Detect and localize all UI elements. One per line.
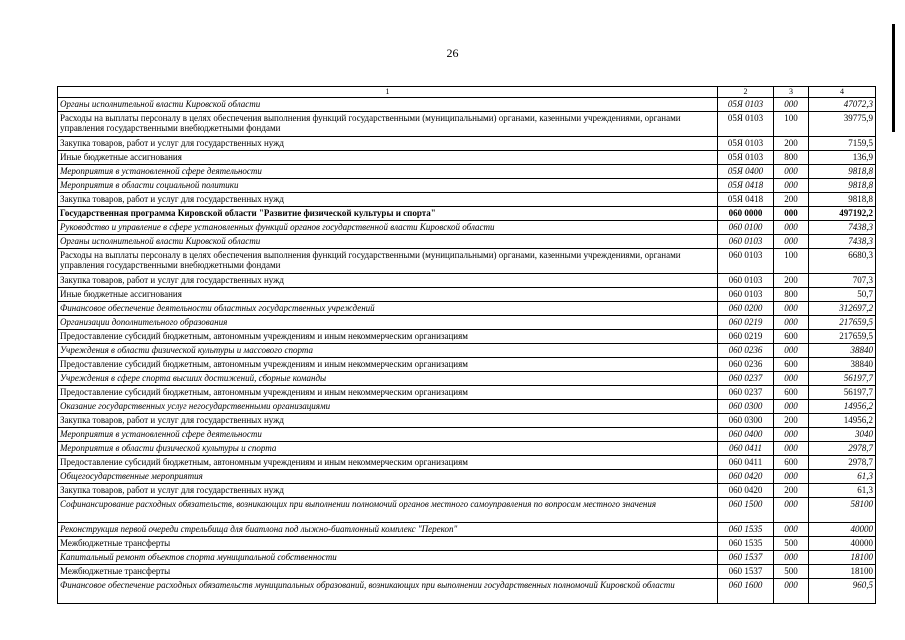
cell-name: Оказание государственных услуг негосударственными организациями [58,400,718,414]
table-row [58,442,876,456]
table-row [58,551,876,565]
cell-code: 05Я 0418 [718,179,774,193]
cell-name: Иные бюджетные ассигнования [58,288,718,302]
cell-sum: 38840 [809,358,876,372]
cell-subcode: 800 [774,151,809,165]
cell-subcode: 100 [774,112,809,137]
header-col-4: 4 [809,87,876,98]
cell-subcode: 000 [774,498,809,523]
cell-code: 060 0420 [718,484,774,498]
cell-code: 060 0236 [718,358,774,372]
cell-name: Предоставление субсидий бюджетным, автономным учреждениям и иным некоммерческим организациям [58,386,718,400]
scan-edge-mark [892,24,895,132]
cell-name: Финансовое обеспечение деятельности областных государственных учреждений [58,302,718,316]
cell-sum: 18100 [809,565,876,579]
cell-name: Предоставление субсидий бюджетным, автономным учреждениям и иным некоммерческим организациям [58,330,718,344]
table-row [58,288,876,302]
cell-code: 060 1600 [718,579,774,604]
cell-sum: 2978,7 [809,442,876,456]
cell-name: Расходы на выплаты персоналу в целях обеспечения выполнения функций государственными (муниципальными) органами, казенными учреждениями, органами управления государственными внебюджетными фондами [58,249,718,274]
table-row [58,523,876,537]
cell-subcode: 000 [774,442,809,456]
cell-name: Мероприятия в области социальной политики [58,179,718,193]
cell-name: Органы исполнительной власти Кировской области [58,98,718,112]
cell-subcode: 000 [774,428,809,442]
cell-subcode: 000 [774,316,809,330]
table-row [58,137,876,151]
cell-code: 060 0400 [718,428,774,442]
cell-sum: 39775,9 [809,112,876,137]
table-row [58,151,876,165]
cell-sum: 312697,2 [809,302,876,316]
cell-subcode: 000 [774,400,809,414]
cell-subcode: 000 [774,551,809,565]
table-row [58,372,876,386]
table-row [58,165,876,179]
cell-sum: 6680,3 [809,249,876,274]
table-row [58,456,876,470]
cell-code: 060 0219 [718,316,774,330]
cell-name: Руководство и управление в сфере установленных функций органов государственной власти Кировской области [58,221,718,235]
cell-sum: 40000 [809,523,876,537]
cell-code: 060 0411 [718,442,774,456]
cell-code: 060 1535 [718,523,774,537]
cell-sum: 7438,3 [809,235,876,249]
cell-sum: 50,7 [809,288,876,302]
cell-subcode: 000 [774,523,809,537]
cell-sum: 960,5 [809,579,876,604]
table-row [58,344,876,358]
cell-subcode: 000 [774,302,809,316]
cell-sum: 9818,8 [809,179,876,193]
table-row [58,316,876,330]
cell-code: 060 0103 [718,249,774,274]
table-row [58,565,876,579]
cell-name: Финансовое обеспечение расходных обязательств муниципальных образований, возникающих при выполнении государственных полномочий Кировской области [58,579,718,604]
cell-subcode: 000 [774,235,809,249]
cell-subcode: 000 [774,98,809,112]
table-row [58,274,876,288]
table-row [58,98,876,112]
cell-code: 060 1537 [718,551,774,565]
cell-name: Мероприятия в установленной сфере деятельности [58,428,718,442]
cell-sum: 497192,2 [809,207,876,221]
cell-code: 05Я 0103 [718,98,774,112]
cell-name: Закупка товаров, работ и услуг для государственных нужд [58,484,718,498]
cell-name: Реконструкция первой очереди стрельбища для биатлона под лыжно-биатлонный комплекс "Перекоп" [58,523,718,537]
cell-subcode: 000 [774,344,809,358]
cell-name: Капитальный ремонт объектов спорта муниципальной собственности [58,551,718,565]
table-row [58,579,876,604]
cell-name: Общегосударственные мероприятия [58,470,718,484]
cell-code: 060 0200 [718,302,774,316]
cell-subcode: 000 [774,165,809,179]
table-row [58,498,876,523]
cell-subcode: 000 [774,579,809,604]
cell-name: Закупка товаров, работ и услуг для государственных нужд [58,137,718,151]
cell-code: 060 0236 [718,344,774,358]
cell-code: 05Я 0103 [718,151,774,165]
cell-name: Закупка товаров, работ и услуг для государственных нужд [58,193,718,207]
table-row [58,330,876,344]
cell-name: Межбюджетные трансферты [58,565,718,579]
table-row [58,386,876,400]
table-row [58,221,876,235]
cell-name: Учреждения в сфере спорта высших достижений, сборные команды [58,372,718,386]
cell-subcode: 000 [774,221,809,235]
table-row [58,179,876,193]
header-col-2: 2 [718,87,774,98]
cell-code: 05Я 0103 [718,137,774,151]
cell-subcode: 600 [774,456,809,470]
cell-name: Закупка товаров, работ и услуг для государственных нужд [58,414,718,428]
cell-sum: 61,3 [809,470,876,484]
cell-sum: 56197,7 [809,386,876,400]
cell-subcode: 200 [774,414,809,428]
cell-subcode: 600 [774,358,809,372]
table-row [58,428,876,442]
cell-sum: 14956,2 [809,400,876,414]
cell-subcode: 000 [774,179,809,193]
cell-subcode: 800 [774,288,809,302]
cell-name: Расходы на выплаты персоналу в целях обеспечения выполнения функций государственными (муниципальными) органами, казенными учреждениями, органами управления государственными внебюджетными фондами [58,112,718,137]
cell-code: 060 0103 [718,288,774,302]
cell-subcode: 200 [774,274,809,288]
cell-name: Иные бюджетные ассигнования [58,151,718,165]
cell-name: Софинансирование расходных обязательств, возникающих при выполнении полномочий органов местного самоуправления по вопросам местного значения [58,498,718,523]
cell-code: 060 1537 [718,565,774,579]
cell-code: 05Я 0103 [718,112,774,137]
cell-code: 060 0103 [718,274,774,288]
table-row [58,400,876,414]
cell-sum: 9818,8 [809,193,876,207]
cell-subcode: 500 [774,537,809,551]
budget-table [57,86,876,604]
table-row [58,235,876,249]
cell-code: 060 0411 [718,456,774,470]
cell-subcode: 200 [774,484,809,498]
table-row [58,484,876,498]
cell-subcode: 200 [774,193,809,207]
cell-code: 060 0100 [718,221,774,235]
table-row [58,537,876,551]
cell-name: Государственная программа Кировской области "Развитие физической культуры и спорта" [58,207,718,221]
cell-subcode: 600 [774,386,809,400]
cell-subcode: 000 [774,470,809,484]
cell-name: Учреждения в области физической культуры и массового спорта [58,344,718,358]
cell-code: 060 0237 [718,386,774,400]
cell-sum: 9818,8 [809,165,876,179]
cell-sum: 56197,7 [809,372,876,386]
cell-sum: 2978,7 [809,456,876,470]
cell-sum: 38840 [809,344,876,358]
cell-sum: 7438,3 [809,221,876,235]
cell-code: 060 0103 [718,235,774,249]
cell-name: Межбюджетные трансферты [58,537,718,551]
cell-code: 060 0300 [718,400,774,414]
cell-name: Мероприятия в установленной сфере деятельности [58,165,718,179]
cell-sum: 7159,5 [809,137,876,151]
cell-code: 05Я 0418 [718,193,774,207]
cell-code: 060 0420 [718,470,774,484]
cell-code: 060 1500 [718,498,774,523]
cell-subcode: 000 [774,372,809,386]
cell-name: Предоставление субсидий бюджетным, автономным учреждениям и иным некоммерческим организациям [58,456,718,470]
cell-name: Предоставление субсидий бюджетным, автономным учреждениям и иным некоммерческим организациям [58,358,718,372]
cell-sum: 707,3 [809,274,876,288]
table-row [58,302,876,316]
table-row [58,470,876,484]
cell-subcode: 200 [774,137,809,151]
cell-name: Организации дополнительного образования [58,316,718,330]
cell-sum: 14956,2 [809,414,876,428]
cell-subcode: 600 [774,330,809,344]
cell-sum: 3040 [809,428,876,442]
cell-code: 060 1535 [718,537,774,551]
cell-sum: 217659,5 [809,330,876,344]
table-row [58,358,876,372]
table-row [58,207,876,221]
cell-code: 060 0300 [718,414,774,428]
table-row [58,112,876,137]
cell-sum: 217659,5 [809,316,876,330]
cell-sum: 136,9 [809,151,876,165]
header-col-3: 3 [774,87,809,98]
cell-subcode: 100 [774,249,809,274]
cell-sum: 58100 [809,498,876,523]
table-row [58,249,876,274]
cell-subcode: 000 [774,207,809,221]
cell-subcode: 500 [774,565,809,579]
cell-name: Закупка товаров, работ и услуг для государственных нужд [58,274,718,288]
cell-code: 060 0219 [718,330,774,344]
cell-code: 060 0000 [718,207,774,221]
cell-sum: 18100 [809,551,876,565]
cell-code: 060 0237 [718,372,774,386]
table-header-row [58,87,876,98]
cell-code: 05Я 0400 [718,165,774,179]
cell-sum: 47072,3 [809,98,876,112]
cell-sum: 40000 [809,537,876,551]
cell-name: Органы исполнительной власти Кировской области [58,235,718,249]
table-row [58,193,876,207]
table-row [58,414,876,428]
header-col-1: 1 [58,87,718,98]
cell-sum: 61,3 [809,484,876,498]
cell-name: Мероприятия в области физической культуры и спорта [58,442,718,456]
page-number: 26 [446,46,459,60]
